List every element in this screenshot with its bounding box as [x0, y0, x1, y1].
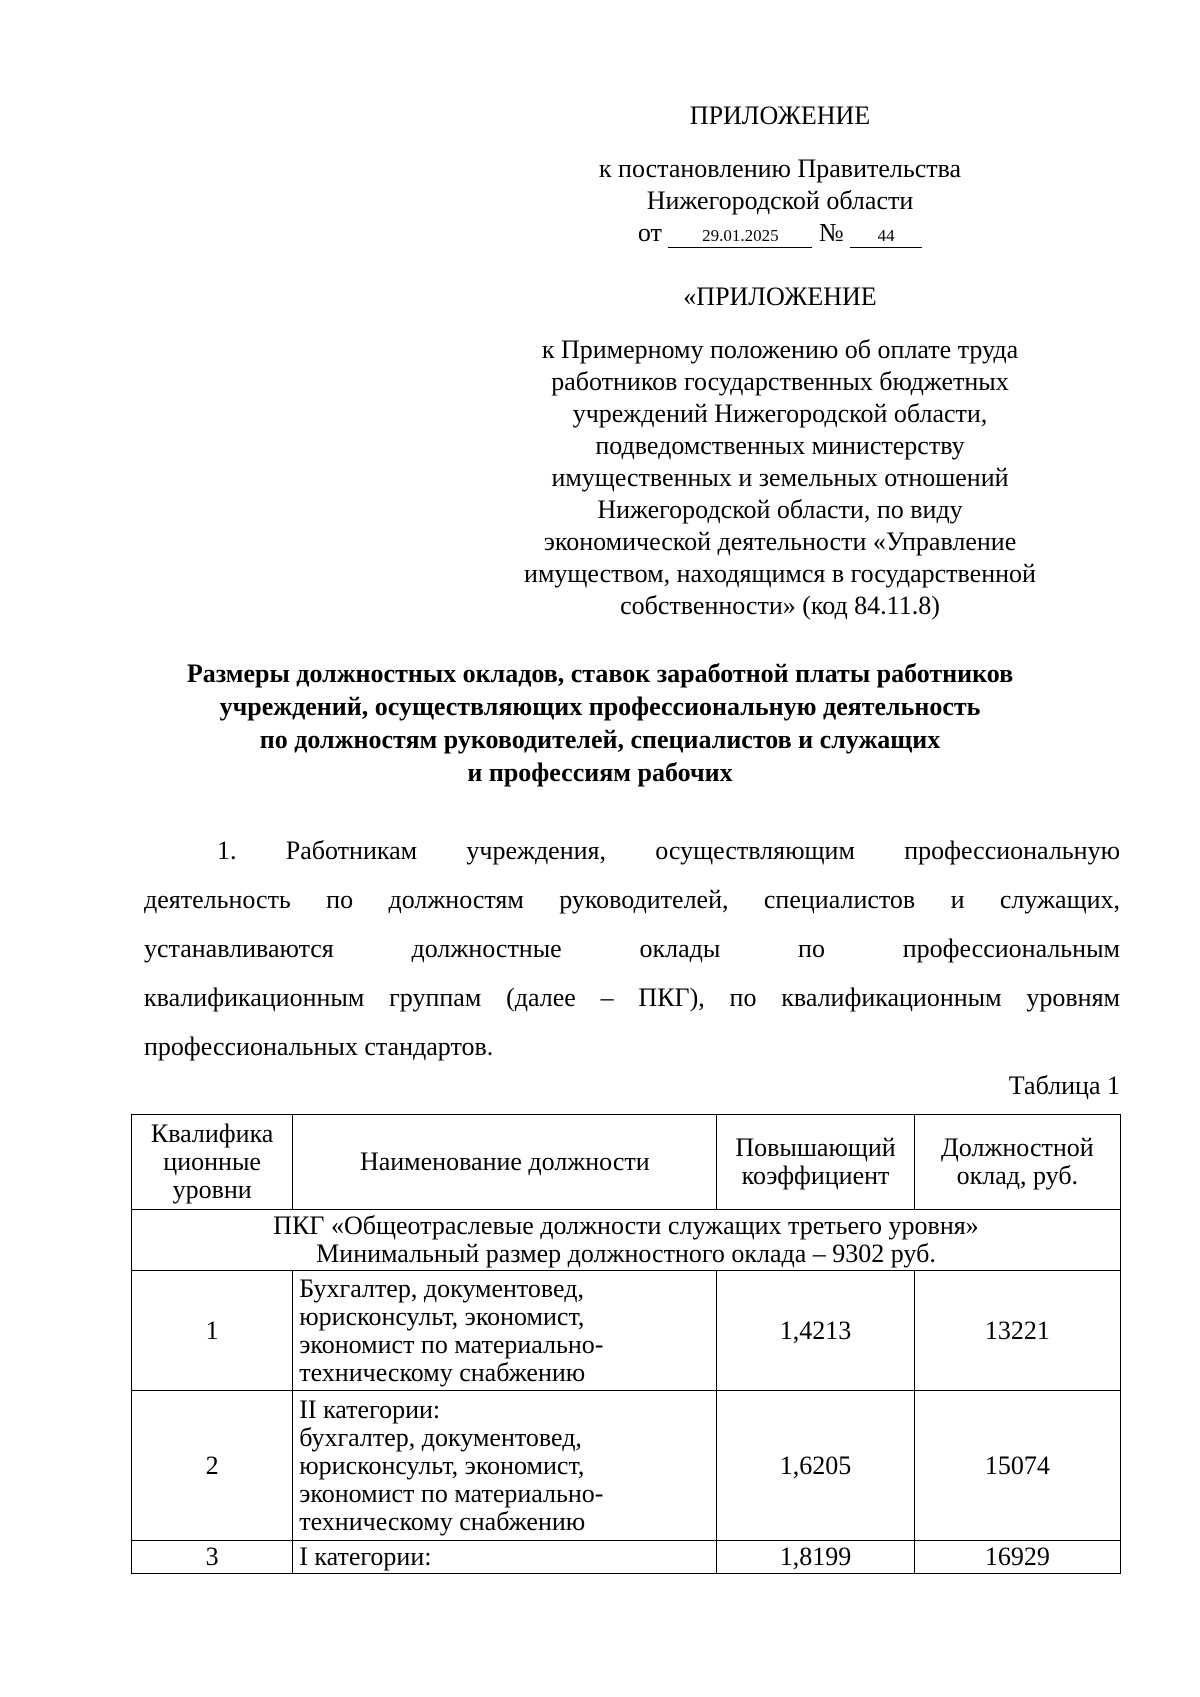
resolution-date: 29.01.2025 [668, 225, 812, 248]
cell-level: 1 [132, 1271, 293, 1391]
annex-block-regulation [470, 281, 1090, 622]
cell-position [293, 1271, 717, 1391]
heading-line: и профессиям рабочих [467, 758, 733, 787]
cell-level: 3 [132, 1541, 293, 1574]
annex-reference-line: работников государственных бюджетных [551, 367, 1009, 396]
table-row [132, 1271, 1121, 1391]
resolution-number: 44 [850, 225, 922, 248]
annex-reference [470, 334, 1090, 622]
position-line: I категории: [299, 1542, 432, 1571]
paragraph-line: устанавливаются должностные оклады по профессиональным [144, 934, 1120, 963]
group-name: ПКГ «Общеотраслевые должности служащих третьего уровня» [273, 1211, 979, 1240]
annex-reference-line: имущественных и земельных отношений [551, 463, 1009, 492]
paragraph-line: профессиональных стандартов. [144, 1032, 494, 1061]
annex-block-resolution [470, 100, 1090, 249]
annex-reference-line: к Примерному положению об оплате труда [541, 335, 1019, 364]
header-position-name: Наименование должности [293, 1115, 717, 1210]
annex-reference-line: подведомственных министерству [595, 431, 965, 460]
position-line: экономист по материально- [299, 1478, 604, 1508]
annex-reference-line: Нижегородской области, по виду [597, 495, 963, 524]
cell-coefficient: 1,6205 [717, 1391, 914, 1541]
position-line: бухгалтер, документовед, [299, 1422, 582, 1452]
table-row [132, 1541, 1121, 1574]
group-title [132, 1210, 1121, 1271]
table-row [132, 1391, 1121, 1541]
position-line: юрисконсульт, экономист, [299, 1450, 585, 1480]
cell-coefficient: 1,4213 [717, 1271, 914, 1391]
annex-reference [470, 153, 1090, 249]
cell-position [293, 1541, 717, 1574]
cell-salary: 16929 [914, 1541, 1120, 1574]
cell-position [293, 1391, 717, 1541]
paragraph-line: деятельность по должностям руководителей, специалистов и служащих, [144, 885, 1120, 914]
position-line: юрисконсульт, экономист, [299, 1301, 585, 1331]
annex-reference-line: экономической деятельности «Управление [543, 527, 1017, 556]
header-coefficient: Повышающий коэффициент [717, 1115, 914, 1210]
table-group-row [132, 1210, 1121, 1271]
header-qualification-level: Квалифика ционные уровни [132, 1115, 293, 1210]
cell-level: 2 [132, 1391, 293, 1541]
table-header-row [132, 1115, 1121, 1210]
annex-reference-line: Нижегородской области [646, 186, 914, 215]
header-salary: Должностной оклад, руб. [914, 1115, 1120, 1210]
resolution-date-line [638, 217, 922, 249]
date-prefix: от [637, 218, 662, 247]
position-line: техническому снабжению [299, 1506, 586, 1536]
heading-line: Размеры должностных окладов, ставок заработной платы работников [186, 659, 1014, 688]
cell-salary: 15074 [914, 1391, 1120, 1541]
position-line: экономист по материально- [299, 1329, 604, 1359]
paragraph-line: квалификационным группам (далее – ПКГ), по квалификационным уровням [144, 983, 1120, 1012]
paragraph-line: 1. Работникам учреждения, осуществляющим профессиональную [217, 836, 1120, 865]
cell-coefficient: 1,8199 [717, 1541, 914, 1574]
number-sign: № [818, 218, 844, 247]
group-min-salary: Минимальный размер должностного оклада – 9302 руб. [316, 1239, 936, 1268]
salary-table [131, 1114, 1121, 1574]
annex-reference-line: имуществом, находящимся в государственной [524, 559, 1036, 588]
heading-line: по должностям руководителей, специалистов и служащих [259, 725, 941, 754]
table-caption: Таблица 1 [1008, 1071, 1120, 1100]
annex-reference-line: к постановлению Правительства [598, 154, 962, 183]
annex-title: «ПРИЛОЖЕНИЕ [683, 282, 877, 311]
heading-line: учреждений, осуществляющих профессиональную деятельность [219, 692, 981, 721]
annex-title: ПРИЛОЖЕНИЕ [689, 101, 871, 130]
document-heading [130, 657, 1070, 789]
position-line: техническому снабжению [299, 1357, 586, 1387]
paragraph-1 [144, 826, 1120, 1071]
position-line: II категории: [299, 1394, 441, 1424]
cell-salary: 13221 [914, 1271, 1120, 1391]
position-line: Бухгалтер, документовед, [299, 1273, 584, 1303]
annex-reference-line: собственности» (код 84.11.8) [620, 591, 940, 620]
annex-reference-line: учреждений Нижегородской области, [572, 399, 988, 428]
